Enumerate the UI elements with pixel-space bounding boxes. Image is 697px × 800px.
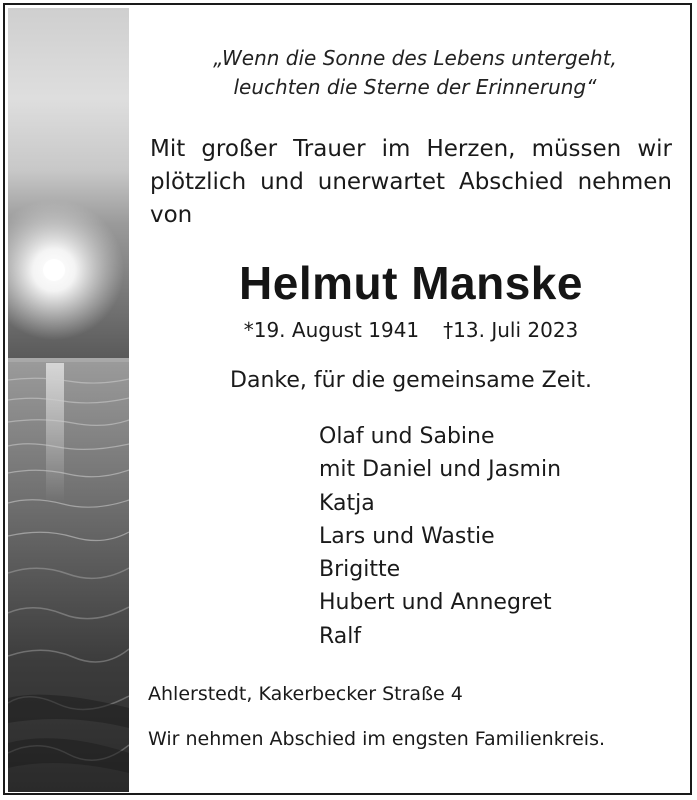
death-date: †13. Juli 2023 bbox=[443, 318, 579, 342]
closing-note: Wir nehmen Abschied im engsten Familienkreis. bbox=[148, 728, 606, 750]
intro-line-3: von bbox=[150, 202, 193, 228]
birth-date: *19. August 1941 bbox=[243, 318, 420, 342]
quote-line-1: „Wenn die Sonne des Lebens untergeht, bbox=[213, 46, 617, 70]
family-member: Brigitte bbox=[319, 557, 401, 583]
intro-line-1: Mit großer Trauer im Herzen, müssen wir bbox=[150, 136, 672, 162]
memorial-quote bbox=[150, 44, 680, 102]
quote-line-2: leuchten die Sterne der Erinnerung“ bbox=[233, 75, 597, 99]
life-dates bbox=[150, 318, 672, 342]
deceased-name: Helmut Manske bbox=[239, 257, 583, 309]
family-member: Lars und Wastie bbox=[319, 523, 495, 549]
address: Ahlerstedt, Kakerbecker Straße 4 bbox=[148, 683, 463, 705]
sunset-sea-image bbox=[8, 8, 129, 792]
family-member: Hubert und Annegret bbox=[319, 590, 552, 616]
family-member: Katja bbox=[319, 490, 375, 516]
family-member: mit Daniel und Jasmin bbox=[319, 457, 562, 483]
intro-line-2: plötzlich und unerwartet Abschied nehmen bbox=[150, 169, 672, 195]
family-member: Ralf bbox=[319, 623, 362, 649]
family-member: Olaf und Sabine bbox=[319, 424, 495, 449]
family-list bbox=[319, 420, 561, 653]
intro-text bbox=[150, 133, 672, 232]
thanks-text: Danke, für die gemeinsame Zeit. bbox=[230, 368, 592, 393]
